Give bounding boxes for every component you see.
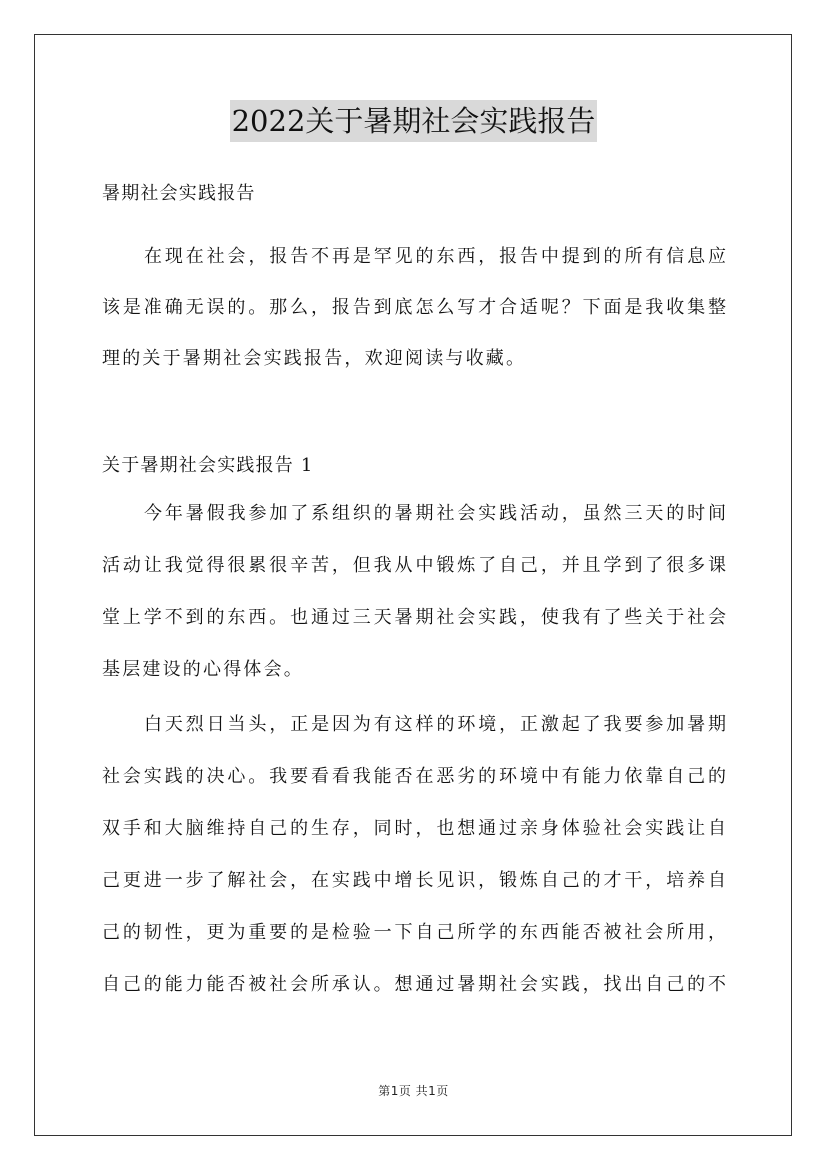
paragraph-line: 活动让我觉得很累很辛苦，但我从中锻炼了自己，并且学到了很多课 — [102, 555, 726, 576]
paragraph-line: 堂上学不到的东西。也通过三天暑期社会实践，使我有了些关于社会 — [102, 607, 726, 628]
section-heading: 关于暑期社会实践报告 1 — [102, 455, 314, 476]
paragraph-1 — [102, 488, 726, 696]
document-body — [102, 174, 726, 1011]
paragraph-line: 己更进一步了解社会，在实践中增长见识，锻炼自己的才干，培养自 — [102, 870, 726, 891]
paragraph-line: 基层建设的心得体会。 — [102, 659, 304, 680]
intro-line: 理的关于暑期社会实践报告，欢迎阅读与收藏。 — [102, 348, 527, 369]
intro-line: 在现在社会，报告不再是罕见的东西，报告中提到的所有信息应 — [144, 246, 726, 267]
subtitle: 暑期社会实践报告 — [102, 183, 256, 204]
paragraph-line: 今年暑假我参加了系组织的暑期社会实践活动，虽然三天的时间 — [144, 503, 726, 524]
paragraph-line: 社会实践的决心。我要看看我能否在恶劣的环境中有能力依靠自己的 — [102, 766, 726, 787]
intro-paragraph — [102, 231, 726, 384]
paragraph-2 — [102, 699, 726, 1011]
paragraph-line: 己的韧性，更为重要的是检验一下自己所学的东西能否被社会所用， — [102, 922, 726, 943]
paragraph-line: 自己的能力能否被社会所承认。想通过暑期社会实践，找出自己的不 — [102, 974, 726, 995]
title-container — [0, 100, 827, 142]
intro-line: 该是准确无误的。那么，报告到底怎么写才合适呢？下面是我收集整 — [102, 297, 726, 318]
page-footer: 第1页 共1页 — [378, 1084, 449, 1098]
paragraph-line: 双手和大脑维持自己的生存，同时，也想通过亲身体验社会实践让自 — [102, 818, 726, 839]
document-title: 2022关于暑期社会实践报告 — [230, 100, 598, 142]
paragraph-line: 白天烈日当头，正是因为有这样的环境，正激起了我要参加暑期 — [144, 714, 726, 735]
